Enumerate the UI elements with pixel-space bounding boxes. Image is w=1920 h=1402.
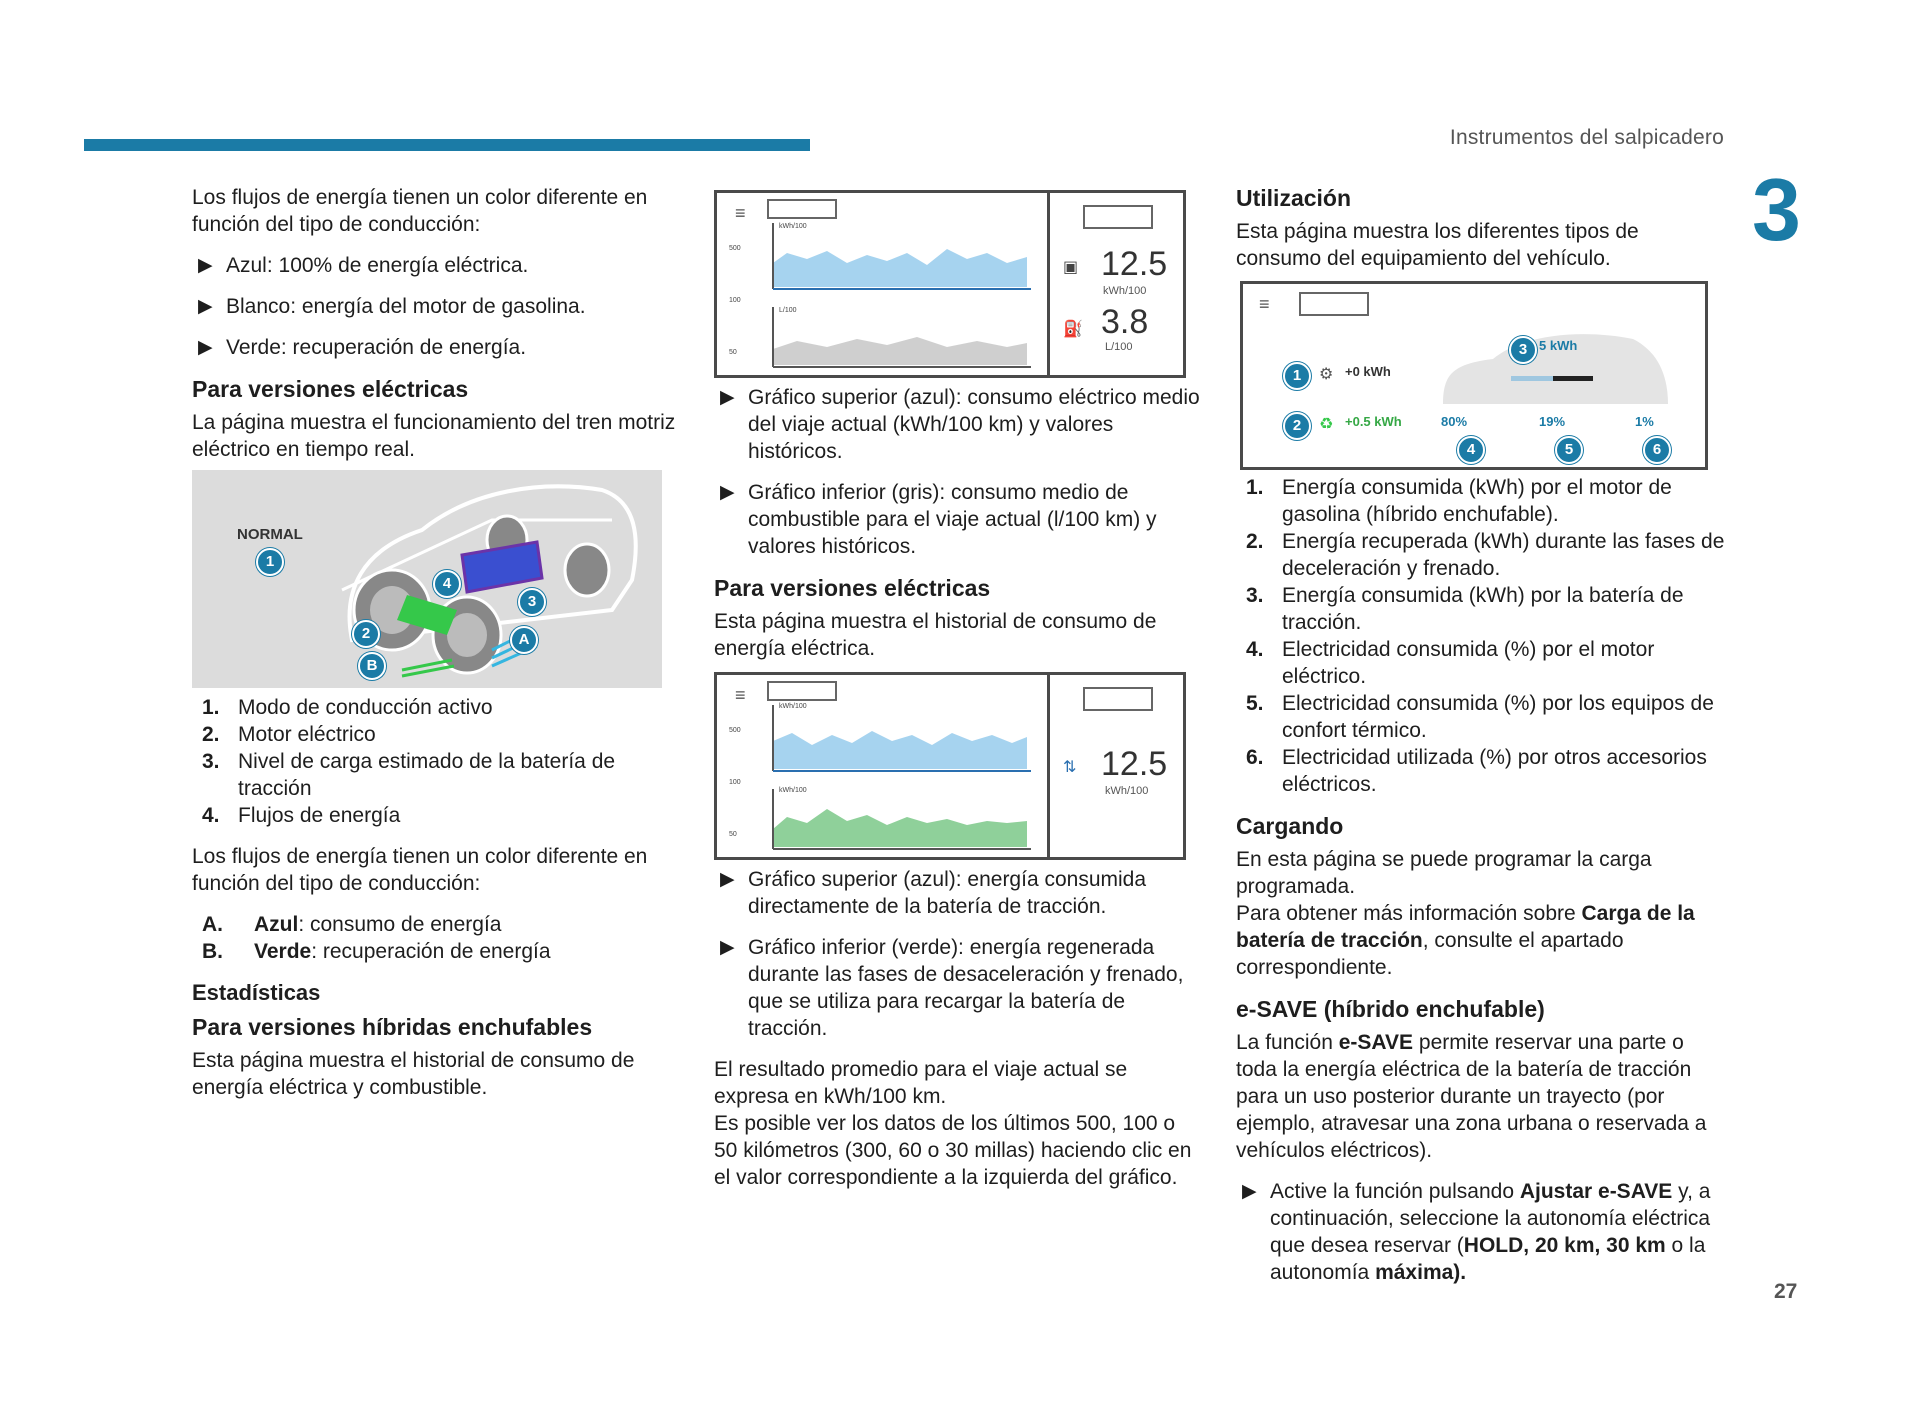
bullet-item: ▶ Active la función pulsando Ajustar e-SAVE y, a continuación, seleccione la autonomía eléctrica que desea reservar (HOLD, 20 km, 30 km o la autonomía máxima).	[1242, 1180, 1711, 1284]
heading-esave: e-SAVE (híbrido enchufable)	[1236, 996, 1545, 1022]
electric-paragraph: Esta página muestra el historial de consumo de energía eléctrica.	[714, 610, 1157, 660]
heading-usage: Utilización	[1236, 185, 1352, 211]
regen-icon: ♻	[1319, 416, 1334, 433]
electric-paragraph: La página muestra el funcionamiento del tren motriz eléctrico en tiempo real.	[192, 411, 676, 461]
list-item: B. Verde: recuperación de energía	[202, 940, 551, 963]
list-item: 5. Electricidad consumida (%) por los equipos de confort térmico.	[1246, 692, 1714, 742]
electric-stats-screen	[714, 672, 1186, 860]
average-paragraph: El resultado promedio para el viaje actual se expresa en kWh/100 km.	[714, 1058, 1128, 1108]
heading-charging: Cargando	[1236, 813, 1344, 839]
regen-energy-value: +0.5 kWh	[1345, 414, 1402, 429]
page-number: 27	[1774, 1280, 1798, 1303]
hybrid-stats-screen	[714, 190, 1186, 378]
engine-icon: ⚙	[1319, 366, 1334, 383]
title-placeholder	[1299, 292, 1369, 316]
list-item: A. Azul: consumo de energía	[202, 913, 502, 936]
triangle-bullet-icon: ▶	[720, 869, 735, 890]
electric-consumption-unit: kWh/100	[1105, 785, 1149, 797]
drive-mode-label: NORMAL	[237, 526, 303, 543]
callout-badge: 4	[1457, 436, 1485, 464]
intro-paragraph: Los flujos de energía tienen un color diferente en función del tipo de conducción:	[192, 186, 648, 236]
lettered-list	[192, 911, 686, 965]
graph-panel	[717, 675, 1050, 857]
charging-more-paragraph: Para obtener más información sobre Carga de la batería de tracción, consulte el apartado correspondiente.	[1236, 902, 1695, 979]
list-item: 1. Energía consumida (kWh) por el motor de gasolina (híbrido enchufable).	[1246, 476, 1672, 526]
chapter-number: 3	[1752, 160, 1801, 259]
hybrid-paragraph: Esta página muestra el historial de consumo de energía eléctrica y combustible.	[192, 1049, 635, 1099]
triangle-bullet-icon: ▶	[1242, 1181, 1257, 1202]
bottom-graph-unit: kWh/100	[779, 787, 807, 794]
fuel-consumption-value: 3.8	[1101, 303, 1149, 341]
list-item: 6. Electricidad utilizada (%) por otros accesorios eléctricos.	[1246, 746, 1707, 796]
heading-electric-versions: Para versiones eléctricas	[192, 376, 469, 402]
engine-energy-value: +0 kWh	[1345, 364, 1391, 379]
bottom-graph-unit: L/100	[779, 307, 797, 314]
triangle-bullet-icon: ▶	[720, 937, 735, 958]
menu-icon[interactable]: ≡	[735, 685, 746, 705]
electric-consumption-value: 12.5	[1101, 745, 1168, 783]
column-2	[714, 384, 1204, 676]
top-graph-unit: kWh/100	[779, 703, 807, 710]
bullet-item: ▶ Gráfico superior (azul): energía consumida directamente de la batería de tracción.	[720, 868, 1147, 918]
consumption-graphs	[767, 223, 1037, 373]
triangle-bullet-icon: ▶	[720, 482, 735, 503]
triangle-bullet-icon: ▶	[198, 255, 213, 276]
bullet-item: ▶ Gráfico inferior (gris): consumo medio de combustible para el viaje actual (l/100 km) y valores históricos.	[720, 481, 1157, 558]
title-placeholder	[767, 681, 837, 701]
accessories-percent-value: 1%	[1635, 414, 1654, 429]
callout-badge: 1	[256, 548, 284, 576]
history-paragraph: Es posible ver los datos de los últimos 500, 100 o 50 kilómetros (300, 60 o 30 millas) haciendo clic en el valor correspondiente a la izquierda del gráfico.	[714, 1112, 1192, 1189]
title-placeholder	[1083, 687, 1153, 711]
thermal-percent-value: 19%	[1539, 414, 1566, 429]
fuel-consumption-unit: L/100	[1105, 341, 1133, 353]
list-item: 1. Modo de conducción activo	[202, 696, 493, 719]
callout-badge: 6	[1643, 436, 1671, 464]
heading-electric-versions: Para versiones eléctricas	[714, 575, 991, 601]
numbered-list	[192, 694, 686, 829]
bullet-item: ▶ Verde: recuperación de energía.	[198, 336, 527, 359]
column-3	[1236, 184, 1726, 286]
battery-regen-icon: ⇅	[1063, 759, 1077, 776]
triangle-bullet-icon: ▶	[720, 387, 735, 408]
menu-icon[interactable]: ≡	[735, 203, 746, 223]
menu-icon[interactable]: ≡	[1259, 294, 1270, 314]
list-item: 2. Motor eléctrico	[202, 723, 376, 746]
car-drawing	[192, 470, 662, 688]
range-option[interactable]: 500	[729, 245, 741, 252]
motor-percent-value: 80%	[1441, 414, 1468, 429]
list-item: 2. Energía recuperada (kWh) durante las fases de deceleración y frenado.	[1246, 530, 1725, 580]
column-2-lower	[714, 866, 1204, 1205]
title-placeholder	[767, 199, 837, 219]
callout-badge: 2	[352, 620, 380, 648]
heading-statistics: Estadísticas	[192, 980, 321, 1005]
callout-badge: 3	[518, 588, 546, 616]
list-item: 3. Nivel de carga estimado de la batería de tracción	[202, 750, 616, 800]
bullet-item: ▶ Azul: 100% de energía eléctrica.	[198, 254, 529, 277]
intro-paragraph-2: Los flujos de energía tienen un color diferente en función del tipo de conducción:	[192, 845, 648, 895]
range-option[interactable]: 100	[729, 779, 741, 786]
usage-dashboard	[1240, 281, 1708, 470]
numbered-list	[1236, 474, 1726, 798]
callout-badge: 2	[1283, 412, 1311, 440]
top-graph-unit: kWh/100	[779, 223, 807, 230]
range-option[interactable]: 500	[729, 727, 741, 734]
list-item: 3. Energía consumida (kWh) por la batería de tracción.	[1246, 584, 1684, 634]
callout-badge: 1	[1283, 362, 1311, 390]
column-1-lower	[192, 694, 686, 1115]
callout-badge: A	[510, 626, 538, 654]
heading-hybrid-versions: Para versiones híbridas enchufables	[192, 1014, 593, 1040]
electric-consumption-value: 12.5	[1101, 245, 1168, 283]
callout-badge: 5	[1555, 436, 1583, 464]
title-placeholder	[1083, 205, 1153, 229]
triangle-bullet-icon: ▶	[198, 337, 213, 358]
range-option[interactable]: 50	[729, 831, 737, 838]
list-item: 4. Flujos de energía	[202, 804, 401, 827]
header-accent-bar	[84, 139, 810, 151]
battery-icon: ▣	[1063, 259, 1079, 276]
triangle-bullet-icon: ▶	[198, 296, 213, 317]
electric-consumption-unit: kWh/100	[1103, 285, 1147, 297]
bullet-item: ▶ Blanco: energía del motor de gasolina.	[198, 295, 586, 318]
battery-energy-value: 5 kWh	[1539, 338, 1578, 353]
energy-graphs	[767, 705, 1037, 855]
column-1	[192, 184, 686, 463]
graph-panel	[717, 193, 1050, 375]
car-silhouette	[1433, 314, 1673, 414]
column-3-lower	[1236, 474, 1726, 1300]
bullet-item: ▶ Gráfico inferior (verde): energía regenerada durante las fases de desaceleración y frenado, que se utiliza para recargar la batería de tracción.	[720, 936, 1184, 1040]
callout-badge: 3	[1509, 336, 1537, 364]
charging-paragraph: En esta página se puede programar la carga programada.	[1236, 848, 1652, 898]
section-title: Instrumentos del salpicadero	[1449, 126, 1724, 149]
callout-badge: 4	[433, 570, 461, 598]
list-item: 4. Electricidad consumida (%) por el motor eléctrico.	[1246, 638, 1655, 688]
bullet-item: ▶ Gráfico superior (azul): consumo eléctrico medio del viaje actual (kWh/100 km) y valores históricos.	[720, 386, 1200, 463]
range-option[interactable]: 100	[729, 297, 741, 304]
esave-paragraph: La función e-SAVE permite reservar una parte o toda la energía eléctrica de la batería de tracción para un uso posterior durante un trayecto (por ejemplo, atravesar una zona urbana o reservada a vehículos eléctricos).	[1236, 1031, 1707, 1162]
callout-badge: B	[358, 652, 386, 680]
fuel-pump-icon: ⛽	[1063, 321, 1083, 338]
powertrain-illustration	[192, 470, 662, 688]
usage-paragraph: Esta página muestra los diferentes tipos de consumo del equipamiento del vehículo.	[1236, 220, 1639, 270]
range-option[interactable]: 50	[729, 349, 737, 356]
